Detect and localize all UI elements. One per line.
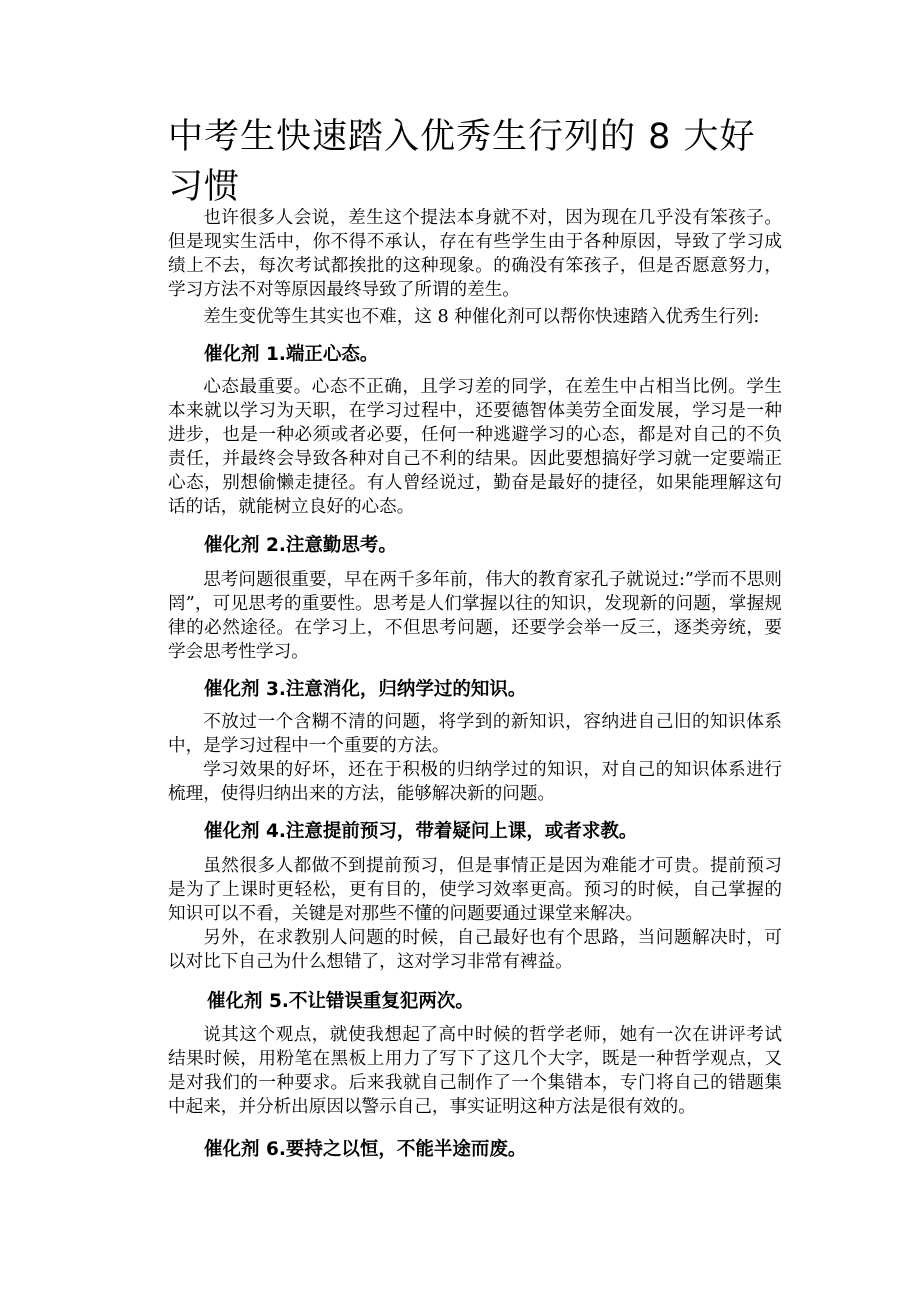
section-heading: 催化剂 4.注意提前预习，带着疑问上课，或者求教。 (204, 821, 638, 842)
section-heading: 催化剂 1.端正心态。 (204, 344, 379, 365)
body-paragraph: 虽然很多人都做不到提前预习，但是事情正是因为难能才可贵。提前预习是为了上课时更轻松，更有目的，使学习效率更高。预习的时候，自己掌握的知识可以不看，关键是对那些不懂的问题要通过课堂来解决。 (168, 856, 782, 924)
body-paragraph: 思考问题很重要，早在两千多年前，伟大的教育家孔子就说过:”学而不思则罔”，可见思考的重要性。思考是人们掌握以往的知识，发现新的问题，掌握规律的必然途径。在学习上，不但思考问题，还要学会举一反三，逐类旁统，要学会思考性学习。 (168, 570, 782, 662)
section-heading: 催化剂 3.注意消化，归纳学过的知识。 (204, 679, 527, 700)
body-paragraph: 说其这个观点，就使我想起了高中时候的哲学老师，她有一次在讲评考试结果时候，用粉笔在黑板上用力了写下了这几个大字，既是一种哲学观点，又是对我们的一种要求。后来我就自己制作了一个集错本，专门将自己的错题集中起来，并分析出原因以警示自己，事实证明这种方法是很有效的。 (168, 1025, 782, 1117)
section-heading: 催化剂 2.注意勤思考。 (204, 535, 397, 556)
intro-paragraph: 也许很多人会说，差生这个提法本身就不对，因为现在几乎没有笨孩子。但是现实生活中，你不得不承认，存在有些学生由于各种原因，导致了学习成绩上不去，每次考试都挨批的这种现象。的确没有笨孩子，但是否愿意努力，学习方法不对等原因最终导致了所谓的差生。 (168, 208, 782, 300)
document-title: 中考生快速踏入优秀生行列的 8 大好习惯 (168, 117, 756, 207)
body-paragraph: 学习效果的好坏，还在于积极的归纳学过的知识，对自己的知识体系进行梳理，使得归纳出来的方法，能够解决新的问题。 (168, 760, 782, 804)
body-paragraph: 不放过一个含糊不清的问题，将学到的新知识，容纳进自己旧的知识体系中，是学习过程中一个重要的方法。 (168, 712, 782, 756)
intro-paragraph: 差生变优等生其实也不难，这 8 种催化剂可以帮你快速踏入优秀生行列: (203, 307, 760, 327)
section-heading: 催化剂 6.要持之以恒，不能半途而废。 (204, 1139, 527, 1160)
section-heading: 催化剂 5.不让错误重复犯两次。 (207, 991, 474, 1012)
body-paragraph: 另外，在求教别人问题的时候，自己最好也有个思路，当问题解决时，可以对比下自己为什么想错了，这对学习非常有裨益。 (168, 928, 782, 972)
body-paragraph: 心态最重要。心态不正确，且学习差的同学，在差生中占相当比例。学生本来就以学习为天职，在学习过程中，还要德智体美劳全面发展，学习是一种进步，也是一种必须或者必要，任何一种逃避学习的心态，都是对自己的不负责任，并最终会导致各种对自己不利的结果。因此要想搞好学习就一定要端正心态，别想偷懒走捷径。有人曾经说过，勤奋是最好的捷径，如果能理解这句话的话，就能树立良好的心态。 (168, 377, 782, 517)
